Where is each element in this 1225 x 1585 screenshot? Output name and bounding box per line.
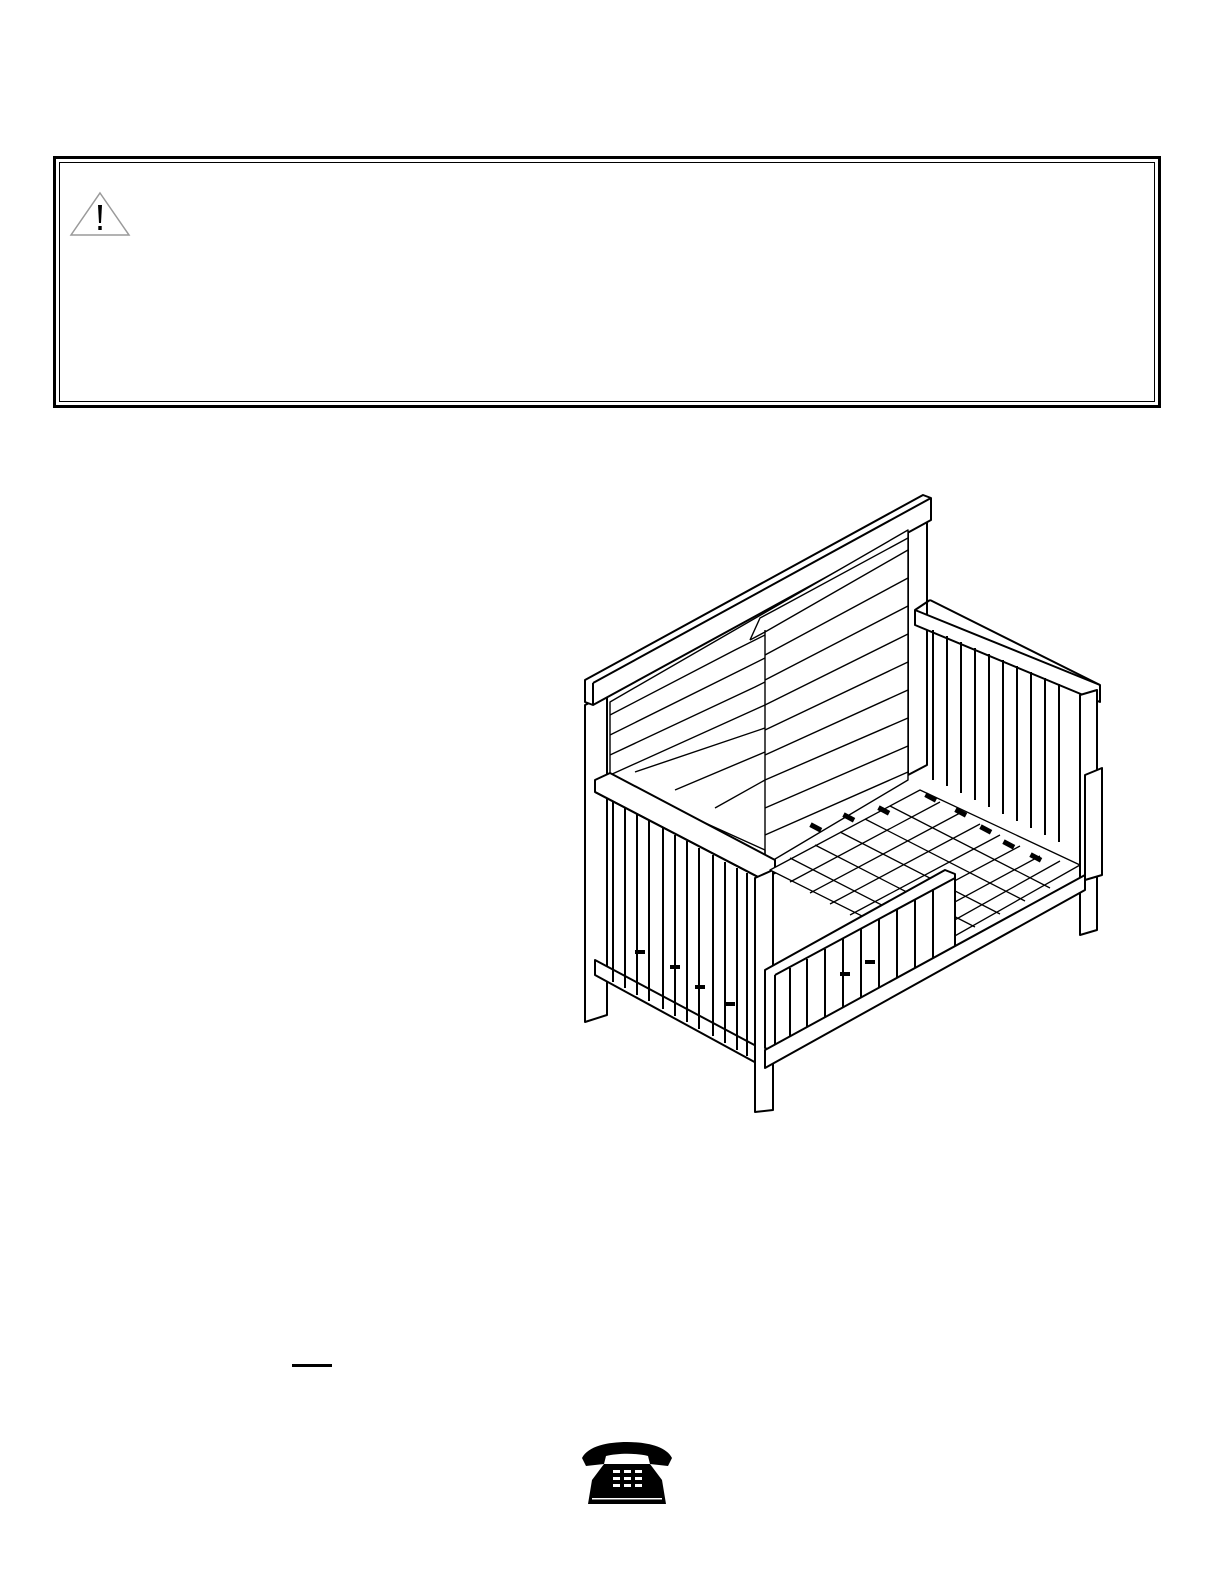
warning-box-inner-border [59,162,1155,402]
warning-triangle-icon [68,190,132,238]
underline-mark [292,1364,332,1367]
headboard-right-post [908,502,927,775]
toddler-bed-illustration [575,490,1110,1120]
telephone-icon [578,1440,676,1506]
warning-box [53,156,1161,408]
